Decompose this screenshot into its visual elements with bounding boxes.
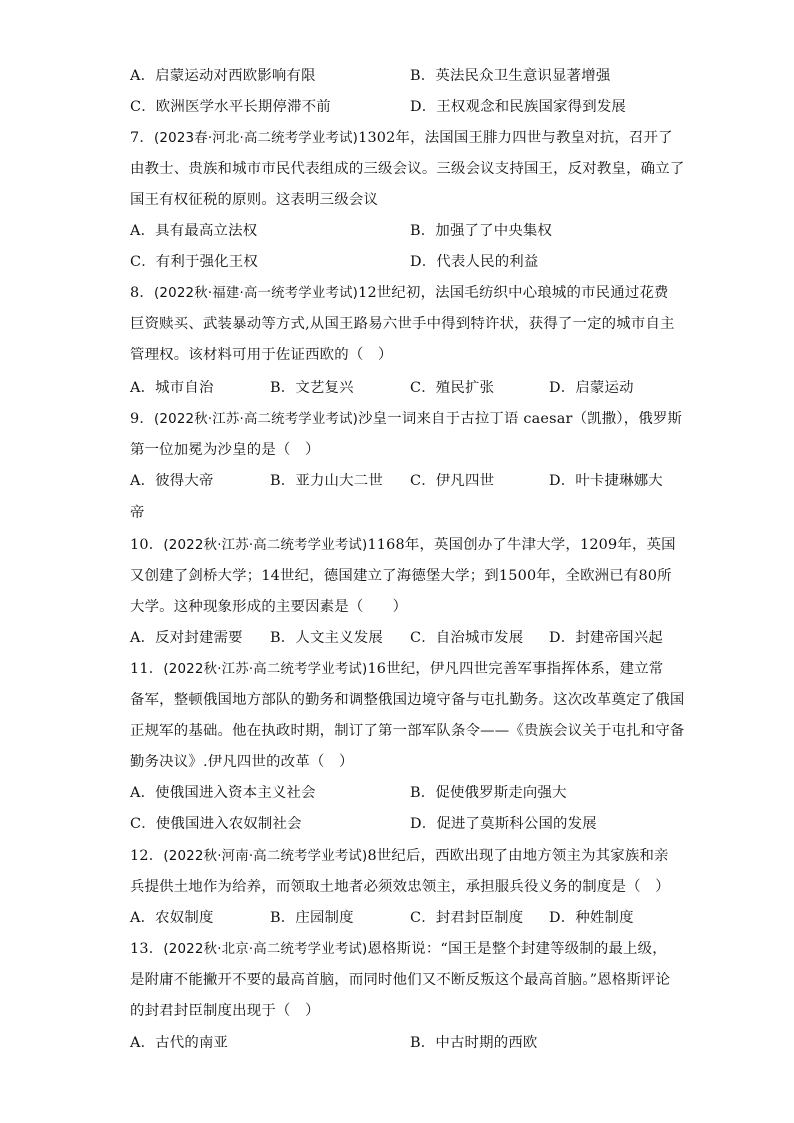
q11-option-a: A．使俄国进入资本主义社会 [130, 785, 316, 801]
q9-stem-line-2: 第一位加冕为沙皇的是（ ） [130, 442, 320, 458]
q10-option-b: B．人文主义发展 [270, 630, 383, 646]
q8-option-c: C．殖民扩张 [410, 380, 495, 396]
q6-option-a: A．启蒙运动对西欧影响有限 [130, 68, 316, 84]
q8-text: 12世纪初，法国毛纺织中心琅城的市民通过花费 [358, 285, 669, 301]
q11-number: 11． [130, 661, 164, 677]
q10-text: 1168年，英国创办了牛津大学，1209年，英国 [367, 537, 676, 553]
q10-stem-line-1 [130, 535, 676, 556]
q9-option-c: C．伊凡四世 [410, 473, 495, 489]
q6-option-d: D．王权观念和民族国家得到发展 [410, 99, 627, 115]
q11-option-d: D．促进了莫斯科公国的发展 [410, 816, 597, 832]
q13-stem-line-1 [130, 939, 667, 960]
q8-number: 8． [130, 285, 154, 301]
q9-option-b: B．亚力山大二世 [270, 473, 383, 489]
q8-option-b: B．文艺复兴 [270, 380, 354, 396]
q8-option-d: D．启蒙运动 [549, 380, 634, 396]
q8-stem-line-1 [130, 283, 669, 304]
q6-option-b: B．英法民众卫生意识显著增强 [410, 68, 611, 84]
q8-option-a: A．城市自治 [130, 380, 214, 396]
q9-stem-line-1 [130, 409, 682, 430]
q10-stem-line-2: 又创建了剑桥大学；14世纪，德国建立了海德堡大学；到1500年，全欧洲已有80所 [130, 568, 672, 584]
q8-source: (2022秋·福建·高一统考学业考试) [153, 286, 359, 301]
q12-source: (2022秋·河南·高二统考学业考试) [163, 849, 368, 864]
q10-stem-line-3: 大学。这种现象形成的主要因素是（ ） [130, 599, 408, 615]
q12-stem-line-2: 兵提供土地作为给养，而领取土地者必须效忠领主，承担服兵役义务的制度是（ ） [130, 879, 670, 895]
q9-source: (2022秋·江苏·高二统考学业考试) [153, 412, 359, 427]
q10-option-c: C．自治城市发展 [410, 630, 524, 646]
q10-source: (2022秋·江苏·高二统考学业考试) [163, 538, 368, 553]
q7-option-c: C．有利于强化王权 [130, 254, 258, 270]
q7-text: 1302年，法国国王腓力四世与教皇对抗，召开了 [358, 130, 673, 146]
q11-source: (2022秋·江苏·高二统考学业考试) [163, 662, 368, 677]
q7-stem-line-1 [130, 128, 673, 149]
q12-stem-line-1 [130, 846, 669, 867]
q13-text: 恩格斯说：“国王是整个封建等级制的最上级， [367, 941, 667, 957]
q11-stem-line-4: 勤务决议》.伊凡四世的改革（ ） [130, 754, 354, 770]
q11-stem-line-1 [130, 659, 663, 680]
q11-option-b: B．促使俄罗斯走向强大 [410, 785, 567, 801]
q9-option-d: D．叶卡捷琳娜大 [549, 473, 663, 489]
q7-source: (2023春·河北·高二统考学业考试) [153, 131, 359, 146]
q7-stem-line-2: 由教士、贵族和城市市民代表组成的三级会议。三级会议支持国王，反对教皇，确立了 [130, 161, 685, 177]
q9-option-a: A．彼得大帝 [130, 473, 214, 489]
q7-option-b: B．加强了了中央集权 [410, 223, 553, 239]
q13-stem-line-3: 的封君封臣制度出现于（ ） [130, 1003, 320, 1019]
q13-number: 13． [130, 941, 164, 957]
q12-option-c: C．封君封臣制度 [410, 910, 524, 926]
q12-text: 8世纪后，西欧出现了由地方领主为其家族和亲 [367, 848, 669, 864]
q12-option-a: A．农奴制度 [130, 910, 214, 926]
q13-option-b: B．中古时期的西欧 [410, 1035, 538, 1051]
q12-option-b: B．庄园制度 [270, 910, 354, 926]
q6-option-c: C．欧洲医学水平长期停滞不前 [130, 99, 331, 115]
q13-stem-line-2: 是附庸不能撇开不要的最高首脑，而同时他们又不断反叛这个最高首脑。”恩格斯评论 [130, 972, 671, 988]
q8-stem-line-2: 巨资赎买、武装暴动等方式,从国王路易六世手中得到特许状，获得了一定的城市自主 [130, 316, 675, 332]
q7-number: 7． [130, 130, 154, 146]
q11-text: 16世纪，伊凡四世完善军事指挥体系，建立常 [367, 661, 664, 677]
q12-option-d: D．种姓制度 [549, 910, 634, 926]
q10-number: 10． [130, 537, 164, 553]
q11-stem-line-3: 正规军的基础。他在执政时期，制订了第一部军队条令——《贵族会议关于屯扎和守备 [130, 723, 685, 739]
q10-option-a: A．反对封建需要 [130, 630, 243, 646]
q12-number: 12． [130, 848, 164, 864]
q8-stem-line-3: 管理权。该材料可用于佐证西欧的（ ） [130, 347, 393, 363]
q7-option-d: D．代表人民的利益 [410, 254, 539, 270]
q9-text: 沙皇一词来自于古拉丁语 caesar（凯撒），俄罗斯 [358, 411, 683, 427]
q13-source: (2022秋·北京·高二统考学业考试) [163, 942, 368, 957]
q7-option-a: A．具有最高立法权 [130, 223, 258, 239]
q10-option-d: D．封建帝国兴起 [549, 630, 663, 646]
q13-option-a: A．古代的南亚 [130, 1035, 229, 1051]
q11-option-c: C．使俄国进入农奴制社会 [130, 816, 302, 832]
q9-option-d-wrap: 帝 [130, 505, 145, 521]
q9-number: 9． [130, 411, 154, 427]
q7-stem-line-3: 国王有权征税的原则。这表明三级会议 [130, 192, 379, 208]
q11-stem-line-2: 备军，整顿俄国地方部队的勤务和调整俄国边境守备与屯扎勤务。这次改革奠定了俄国 [130, 692, 685, 708]
